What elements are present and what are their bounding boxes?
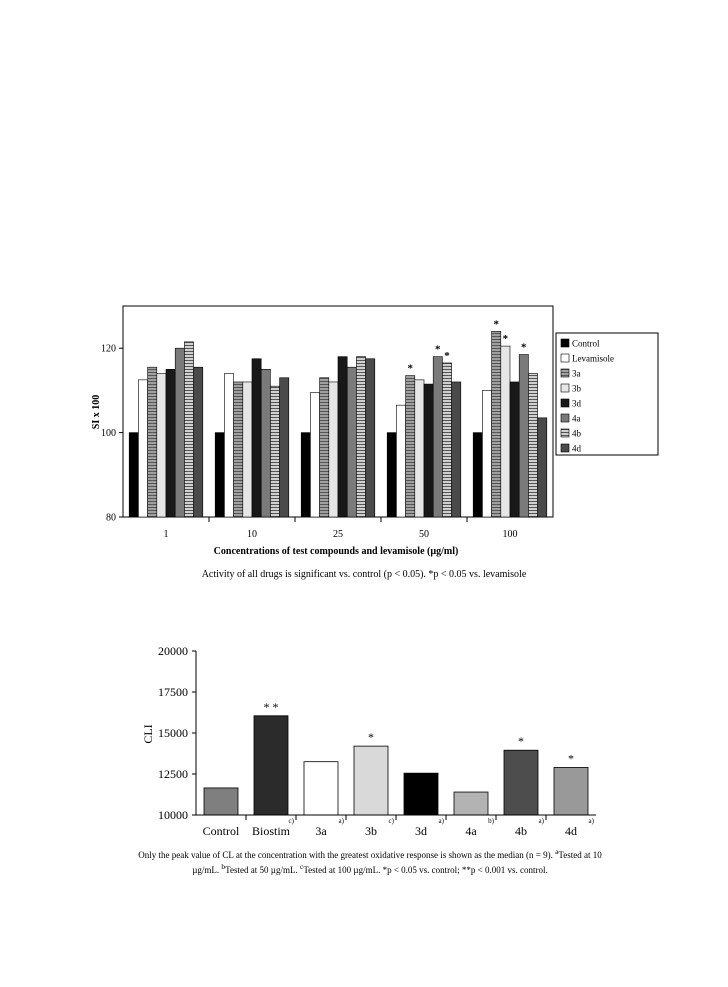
legend-swatch-4d bbox=[561, 444, 569, 452]
bar-4d-10 bbox=[280, 378, 289, 517]
xtick-label-3a: 3a bbox=[315, 824, 327, 838]
bar-3d bbox=[404, 773, 438, 815]
bar-levamisole-1 bbox=[138, 380, 147, 517]
xtick-label-25: 25 bbox=[333, 529, 343, 540]
significance-star: * bbox=[493, 318, 499, 331]
chart1-legend bbox=[556, 333, 658, 455]
ytick-label-100: 100 bbox=[101, 428, 116, 440]
legend-label-levamisole: Levamisole bbox=[572, 353, 614, 364]
bar-3d-50 bbox=[424, 384, 433, 517]
bar-3a-50 bbox=[406, 376, 415, 517]
significance-star: * bbox=[521, 341, 527, 354]
legend-label-4d: 4d bbox=[572, 443, 581, 454]
chart1-caption: Activity of all drugs is significant vs. control (p < 0.05). *p < 0.05 vs. levamisole bbox=[201, 569, 527, 580]
ytick-label-17500: 17500 bbox=[158, 685, 188, 699]
bar-4b-10 bbox=[270, 386, 279, 517]
bar-3b-1 bbox=[157, 374, 166, 517]
bar-3a-25 bbox=[320, 378, 329, 517]
footnote-mark: c) bbox=[388, 817, 394, 825]
bar-4a-100 bbox=[519, 355, 528, 517]
chart2-caption bbox=[120, 846, 620, 876]
legend-label-4a: 4a bbox=[572, 413, 581, 424]
footnote-mark: c) bbox=[288, 817, 294, 825]
bar-4a bbox=[454, 792, 488, 815]
xtick-label-4a: 4a bbox=[465, 824, 477, 838]
bar-levamisole-10 bbox=[224, 374, 233, 517]
bar-control-50 bbox=[387, 433, 396, 517]
bar-3d-1 bbox=[166, 369, 175, 517]
legend-swatch-control bbox=[561, 339, 569, 347]
legend-label-3b: 3b bbox=[572, 383, 581, 394]
footnote-mark: a) bbox=[438, 817, 444, 825]
chart1-bars bbox=[129, 331, 547, 517]
xtick-label-50: 50 bbox=[419, 529, 429, 540]
footnote-mark: b) bbox=[488, 817, 494, 825]
footnote-mark: a) bbox=[338, 817, 344, 825]
bar-3a-1 bbox=[148, 367, 157, 517]
caption2-line2a: µg/mL. bbox=[192, 865, 222, 875]
bar-4d-50 bbox=[452, 382, 461, 517]
chart-cli-bar bbox=[141, 644, 596, 838]
bar-control bbox=[204, 788, 238, 815]
ytick-label-12500: 12500 bbox=[158, 767, 188, 781]
significance-star: * bbox=[435, 343, 441, 356]
significance-star: * bbox=[407, 362, 413, 375]
bar-3d-10 bbox=[252, 359, 261, 517]
bar-4a-1 bbox=[175, 348, 184, 517]
legend-label-4b: 4b bbox=[572, 428, 581, 439]
xtick-label-3d: 3d bbox=[415, 824, 427, 838]
chart1-ylabel: SI x 100 bbox=[91, 394, 102, 430]
xtick-label-4d: 4d bbox=[565, 824, 577, 838]
caption2-line2c: Tested at 100 µg/mL. *p < 0.05 vs. control; **p < 0.001 vs. control. bbox=[303, 865, 548, 875]
legend-swatch-3b bbox=[561, 384, 569, 392]
bar-4b bbox=[504, 750, 538, 815]
significance-star: * bbox=[368, 730, 374, 745]
legend-label-3a: 3a bbox=[572, 368, 581, 379]
bar-3b-100 bbox=[501, 346, 510, 517]
significance-star: * bbox=[444, 349, 450, 362]
legend-label-control: Control bbox=[572, 338, 600, 349]
xtick-label-4b: 4b bbox=[515, 824, 527, 838]
ytick-label-10000: 10000 bbox=[158, 808, 188, 822]
xtick-label-1: 1 bbox=[163, 529, 169, 540]
bar-4d bbox=[554, 767, 588, 815]
bar-3a-10 bbox=[234, 382, 243, 517]
footnote-mark: a) bbox=[538, 817, 544, 825]
significance-star: * bbox=[518, 734, 524, 749]
bar-4b-1 bbox=[184, 342, 193, 517]
bar-4d-25 bbox=[366, 359, 375, 517]
bar-biostim bbox=[254, 716, 288, 815]
bar-3d-25 bbox=[338, 357, 347, 517]
xtick-label-10: 10 bbox=[247, 529, 257, 540]
chart1-xlabel: Concentrations of test compounds and levamisole (µg/ml) bbox=[213, 546, 459, 557]
bar-control-1 bbox=[129, 433, 138, 517]
xtick-label-control: Control bbox=[202, 824, 240, 838]
chart2-ylabel: CLI bbox=[141, 724, 155, 744]
caption2-sup-b: b bbox=[221, 862, 226, 871]
xtick-label-100: 100 bbox=[502, 529, 518, 540]
bar-levamisole-100 bbox=[482, 390, 491, 517]
legend-swatch-3a bbox=[561, 369, 569, 377]
bar-4a-50 bbox=[433, 357, 442, 517]
legend-swatch-levamisole bbox=[561, 354, 569, 362]
bar-3b-50 bbox=[415, 380, 424, 517]
bar-3d-100 bbox=[510, 382, 519, 517]
footnote-mark: a) bbox=[588, 817, 594, 825]
ytick-label-120: 120 bbox=[101, 343, 116, 355]
legend-label-3d: 3d bbox=[572, 398, 581, 409]
ytick-label-15000: 15000 bbox=[158, 726, 188, 740]
significance-star: * bbox=[502, 333, 509, 346]
bar-4b-50 bbox=[442, 363, 451, 517]
bar-4b-100 bbox=[528, 374, 537, 517]
bar-4a-25 bbox=[347, 367, 356, 517]
legend-swatch-4a bbox=[561, 414, 569, 422]
bar-control-10 bbox=[215, 433, 224, 517]
bar-4d-100 bbox=[538, 418, 547, 517]
bar-4d-1 bbox=[194, 367, 203, 517]
caption2-line1a: Only the peak value of CL at the concentration with the greatest oxidative response is shown as the median (n = 9). bbox=[138, 850, 556, 860]
ytick-label-80: 80 bbox=[106, 512, 116, 524]
xtick-label-biostim: Biostim bbox=[251, 824, 291, 838]
ytick-label-20000: 20000 bbox=[158, 644, 188, 658]
caption2-line1b: Tested at 10 bbox=[558, 850, 602, 860]
significance-star: * bbox=[568, 751, 574, 766]
bar-levamisole-25 bbox=[310, 393, 319, 517]
bar-3b-25 bbox=[329, 382, 338, 517]
legend-swatch-4b bbox=[561, 429, 569, 437]
bar-4a-10 bbox=[261, 369, 270, 517]
bar-3b-10 bbox=[243, 382, 252, 517]
xtick-label-3b: 3b bbox=[365, 824, 377, 838]
bar-control-25 bbox=[301, 433, 310, 517]
bar-3b bbox=[354, 746, 388, 815]
significance-star: * * bbox=[263, 699, 279, 714]
bar-3a bbox=[304, 762, 338, 815]
legend-swatch-3d bbox=[561, 399, 569, 407]
bar-4b-25 bbox=[356, 357, 365, 517]
bar-3a-100 bbox=[492, 331, 501, 517]
caption2-sup-a: a bbox=[555, 847, 559, 856]
caption2-sup-c: c bbox=[299, 862, 304, 871]
caption2-line2b: Tested at 50 µg/mL. bbox=[225, 865, 300, 875]
chart2-bars bbox=[204, 716, 588, 815]
bar-control-100 bbox=[473, 433, 482, 517]
bar-levamisole-50 bbox=[396, 405, 405, 517]
chart-si-bar bbox=[91, 306, 658, 580]
